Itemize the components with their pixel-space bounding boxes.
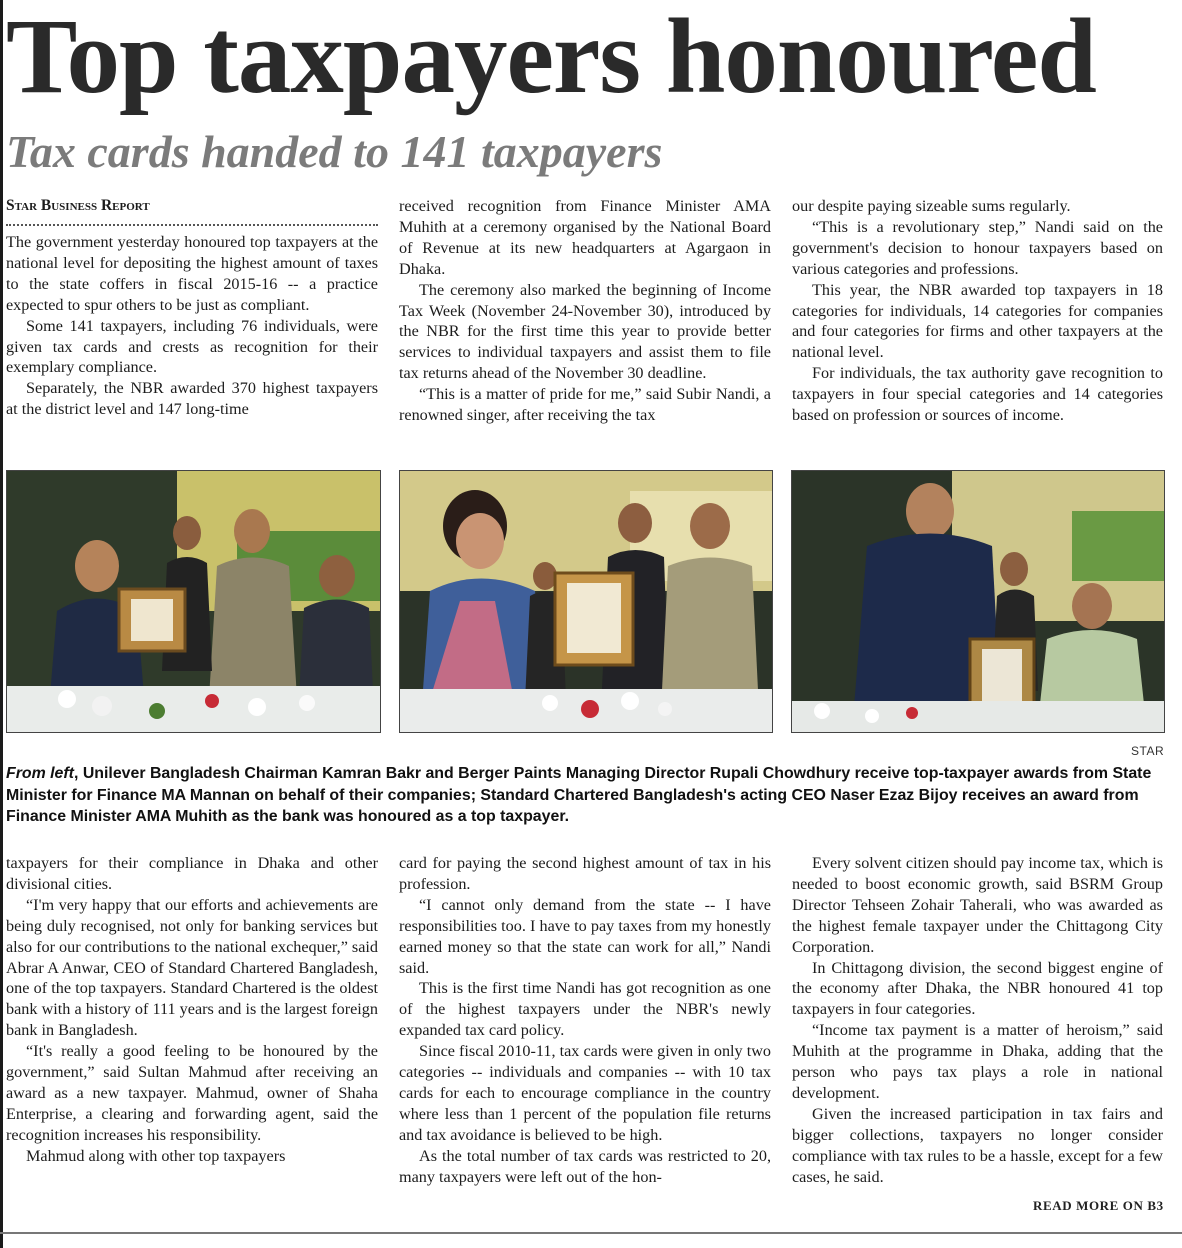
caption-lead: From left bbox=[6, 765, 74, 782]
byline: Star Business Report bbox=[6, 196, 378, 226]
bottom-column-1 bbox=[6, 853, 378, 1167]
paragraph: Separately, the NBR awarded 370 highest taxpayers at the district level and 147 long-time bbox=[6, 379, 378, 419]
top-column-2 bbox=[399, 196, 771, 426]
paragraph: “It's really a good feeling to be honoured by the government,” said Sultan Mahmud after receiving an award as a new taxpayer. Mahmud, owner of Shaha Enterprise, a clearing and forwarding agent, said the recognition increases his responsibility. bbox=[6, 1042, 378, 1144]
paragraph: The ceremony also marked the beginning of Income Tax Week (November 24-November 30), introduced by the NBR for the first time this year to provide better services to individual taxpayers and assist them to file tax returns ahead of the November 30 deadline. bbox=[399, 280, 771, 383]
paragraph: “I cannot only demand from the state -- I have responsibilities too. I have to pay taxes from my honestly earned money so that the state can work for all,” Nandi said. bbox=[399, 895, 771, 977]
award-photo-3 bbox=[791, 470, 1165, 733]
read-more-link[interactable]: READ MORE ON B3 bbox=[1033, 1198, 1164, 1213]
subheadline: Tax cards handed to 141 taxpayers bbox=[6, 126, 663, 177]
caption-text: , Unilever Bangladesh Chairman Kamran Bakr and Berger Paints Managing Director Rupali Chowdhury receive top-taxpayer awards from State Minister for Finance MA Mannan on behalf of their companies; Standard Chartered Bangladesh's acting CEO Naser Ezaz Bijoy receives an award from Finance Minister AMA Muhith as the bank was honoured as a top taxpayer. bbox=[6, 765, 1152, 825]
paragraph: “This is a matter of pride for me,” said Subir Nandi, a renowned singer, after receiving the tax bbox=[399, 385, 771, 425]
paragraph: card for paying the second highest amount of tax in his profession. bbox=[399, 854, 771, 893]
paragraph: As the total number of tax cards was restricted to 20, many taxpayers were left out of the hon- bbox=[399, 1146, 771, 1186]
paragraph: received recognition from Finance Minister AMA Muhith at a ceremony organised by the National Board of Revenue at its new headquarters at Agargaon in Dhaka. bbox=[399, 197, 771, 278]
top-column-1 bbox=[6, 196, 378, 420]
paragraph: The government yesterday honoured top taxpayers at the national level for depositing the highest amount of taxes to the state coffers in fiscal 2015-16 -- a practice expected to spur others to be just as compliant. bbox=[6, 233, 378, 314]
paragraph: Given the increased participation in tax fairs and bigger collections, taxpayers no longer consider compliance with tax rules to be a hassle, except for a few cases, he said. bbox=[792, 1104, 1163, 1186]
bottom-column-2 bbox=[399, 853, 771, 1188]
headline: Top taxpayers honoured bbox=[6, 0, 1096, 116]
paragraph: Every solvent citizen should pay income tax, which is needed to boost economic growth, said BSRM Group Director Tehseen Zohair Taherali, who was awarded as the highest female taxpayer under the Chittagong City Corporation. bbox=[792, 854, 1163, 956]
paragraph: taxpayers for their compliance in Dhaka and other divisional cities. bbox=[6, 854, 378, 893]
paragraph: our despite paying sizeable sums regularly. bbox=[792, 197, 1071, 215]
photo-credit: STAR bbox=[1131, 744, 1165, 758]
top-column-3 bbox=[792, 196, 1163, 426]
award-photo-1 bbox=[6, 470, 381, 733]
paragraph: This is the first time Nandi has got recognition as one of the highest taxpayers under the NBR's newly expanded tax card policy. bbox=[399, 979, 771, 1040]
paragraph: “I'm very happy that our efforts and achievements are being duly recognised, not only for banking services but also for our contributions to the national exchequer,” said Abrar A Anwar, CEO of Standard Chartered Bangladesh, one of the top taxpayers. Standard Chartered is the oldest bank with a history of 111 years and is the largest foreign bank in Bangladesh. bbox=[6, 895, 379, 1040]
bottom-column-3 bbox=[792, 853, 1163, 1188]
paragraph: “This is a revolutionary step,” Nandi said on the government's decision to honour taxpayers based on various categories and professions. bbox=[792, 217, 1163, 278]
paragraph: Since fiscal 2010-11, tax cards were given in only two categories -- individuals and companies -- with 10 tax cards for each to encourage compliance in the country where less than 1 percent of the population file returns and tax avoidance is believed to be high. bbox=[399, 1042, 771, 1144]
photo-caption bbox=[6, 763, 1176, 828]
paragraph: Mahmud along with other top taxpayers bbox=[26, 1146, 286, 1165]
paragraph: “Income tax payment is a matter of heroism,” said Muhith at the programme in Dhaka, adding that the person who pays tax plays a role in national development. bbox=[792, 1021, 1163, 1102]
paragraph: In Chittagong division, the second biggest engine of the economy after Dhaka, the NBR honoured 41 top taxpayers in four categories. bbox=[792, 958, 1163, 1019]
paragraph: For individuals, the tax authority gave recognition to taxpayers in four special categories and 14 categories based on profession or sources of income. bbox=[792, 364, 1163, 425]
award-photo-2 bbox=[399, 470, 773, 733]
paragraph: This year, the NBR awarded top taxpayers in 18 categories for individuals, 14 categories for companies and four categories for firms and other taxpayers at the national level. bbox=[792, 280, 1163, 362]
bottom-border-rule bbox=[0, 1232, 1182, 1234]
left-border-rule bbox=[0, 0, 3, 1248]
paragraph: Some 141 taxpayers, including 76 individuals, were given tax cards and crests as recognition for their exemplary compliance. bbox=[6, 316, 378, 377]
